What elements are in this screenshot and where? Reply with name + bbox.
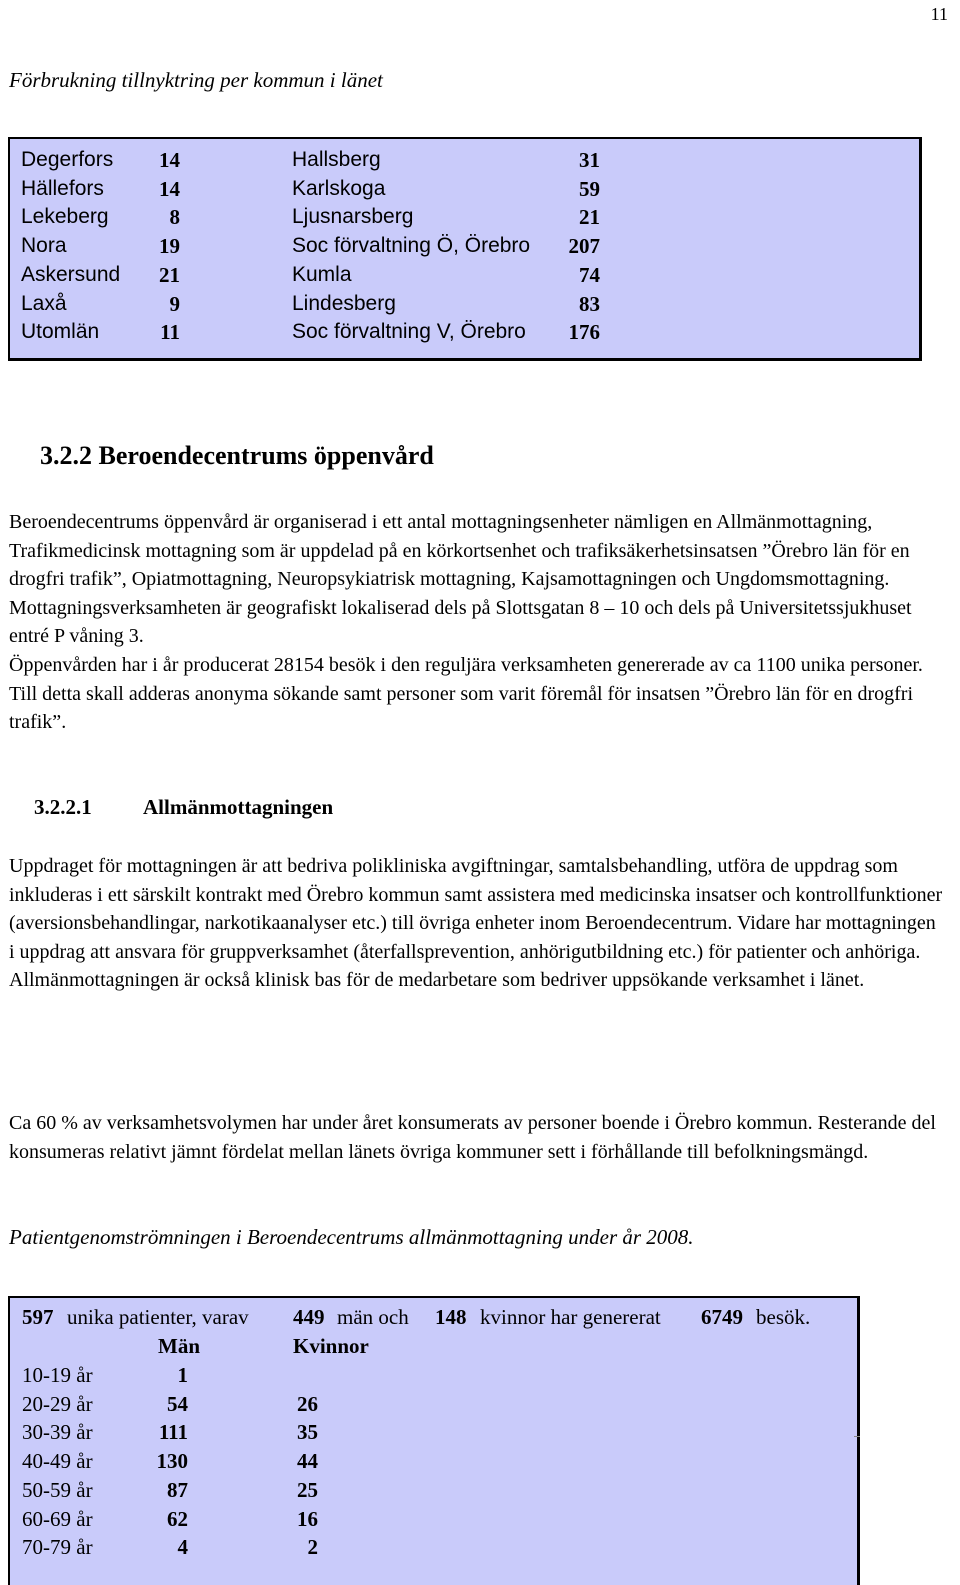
summary-text-4: besök. [756, 1305, 811, 1329]
summary-women: 148 [435, 1305, 467, 1329]
municipality-table [8, 137, 922, 361]
municipality-value: 19 [159, 234, 180, 259]
age-group-row [10, 1505, 860, 1533]
patient-summary-row [10, 1303, 860, 1331]
men-count: 1 [177, 1363, 188, 1387]
age-group-label: 40-49 år [22, 1449, 93, 1474]
municipality-name: Hallsberg [292, 148, 381, 171]
municipality-name: Lindesberg [292, 291, 396, 315]
age-group-label: 70-79 år [22, 1535, 93, 1560]
municipality-name: Ljusnarsberg [292, 205, 414, 229]
men-count: 4 [177, 1535, 188, 1560]
patient-header-row [10, 1332, 860, 1360]
subsection-number: 3.2.2.1 [34, 795, 92, 819]
municipality-value: 11 [160, 320, 180, 345]
age-group-label: 10-19 år [22, 1363, 93, 1387]
age-group-row [10, 1476, 860, 1504]
section-title: 3.2.2 Beroendecentrums öppenvård [40, 441, 434, 470]
subsection-paragraph-2: Allmänmottagningen är också klinisk bas för de medarbetare som bedriver uppsökande verksamhet i länet. [9, 969, 865, 992]
age-group-row [10, 1533, 860, 1561]
municipality-name: Kumla [292, 262, 352, 286]
municipality-name: Degerfors [21, 148, 114, 171]
page-number: 11 [930, 4, 948, 24]
subsection-paragraph-3: Ca 60 % av verksamhetsvolymen har under året konsumerats av personer boende i Örebro kommun. Resterande del konsumeras relativt jämnt fördelat mellan länets övriga kommuner sett i förhållande till befolkningsmängd. [9, 1112, 936, 1163]
municipality-row [10, 318, 910, 346]
municipality-name: Hällefors [21, 176, 104, 200]
municipality-name: Utomlän [21, 320, 100, 344]
municipality-name: Soc förvaltning Ö, Örebro [292, 234, 531, 258]
summary-men: 449 [293, 1305, 325, 1329]
women-count: 25 [297, 1477, 318, 1502]
summary-visits: 6749 [701, 1305, 743, 1329]
municipality-value: 59 [579, 176, 600, 201]
summary-text-2: män och [337, 1305, 409, 1329]
municipality-value: 8 [169, 205, 180, 230]
age-group-row [10, 1361, 860, 1389]
men-count: 62 [167, 1506, 188, 1531]
municipality-name: Askersund [21, 262, 121, 286]
subsection-body [9, 852, 944, 995]
municipality-name: Soc förvaltning V, Örebro [292, 320, 526, 344]
summary-unique: 597 [22, 1305, 54, 1329]
municipality-row [10, 290, 910, 318]
section-paragraph-3: Öppenvården har i år producerat 28154 besök i den reguljära verksamheten genererade av ca 1100 unika personer. Till detta skall adderas anonyma sökande samt personer som varit föremål för insatsen ”Örebro län för en drogfri trafik”. [9, 653, 923, 734]
header-women: Kvinnor [293, 1334, 369, 1358]
municipality-name: Lekeberg [21, 205, 109, 229]
women-count: 2 [307, 1535, 318, 1560]
age-group-label: 60-69 år [22, 1506, 93, 1531]
subsection-paragraph-3-block [9, 1109, 944, 1166]
municipality-row [10, 232, 910, 260]
age-group-label: 50-59 år [22, 1477, 93, 1502]
municipality-value: 21 [159, 262, 180, 287]
municipality-row [10, 261, 910, 289]
men-count: 130 [156, 1449, 188, 1474]
municipality-value: 176 [568, 320, 600, 345]
women-count: 16 [297, 1506, 318, 1531]
municipality-name: Nora [21, 234, 67, 258]
municipality-value: 14 [159, 176, 180, 201]
section-body [9, 508, 944, 737]
men-count: 54 [167, 1391, 188, 1416]
municipality-value: 74 [579, 262, 600, 287]
summary-text-3: kvinnor har genererat [480, 1305, 661, 1329]
age-group-label: 20-29 år [22, 1391, 93, 1416]
patient-table [8, 1296, 860, 1585]
men-count: 87 [167, 1477, 188, 1502]
municipality-value: 9 [169, 291, 180, 316]
municipality-name: Karlskoga [292, 176, 386, 200]
municipality-value: 83 [579, 291, 600, 316]
municipality-table-caption: Förbrukning tillnyktring per kommun i länet [9, 68, 383, 92]
patient-table-caption: Patientgenomströmningen i Beroendecentrums allmänmottagning under år 2008. [9, 1225, 694, 1249]
header-men: Män [158, 1334, 200, 1358]
subsection-title: Allmänmottagningen [143, 795, 334, 819]
age-group-label: 30-39 år [22, 1420, 93, 1445]
summary-text-1: unika patienter, varav [67, 1305, 249, 1329]
age-group-row [10, 1447, 860, 1475]
women-count: 26 [297, 1391, 318, 1416]
municipality-value: 207 [568, 234, 600, 259]
stray-mark [854, 1436, 860, 1437]
municipality-row [10, 146, 910, 174]
municipality-value: 21 [579, 205, 600, 230]
age-group-row [10, 1418, 860, 1446]
subsection-paragraph-1: Uppdraget för mottagningen är att bedriva polikliniska avgiftningar, samtalsbehandling, utföra de uppdrag som inkluderas i ett särskilt kontrakt med Örebro kommun samt assistera med medicinska insatser och kontrollfunktioner (aversionsbehandlingar, narkotikaanalyser etc.) till övriga enheter inom Beroendecentrum. Vidare har mottagningen i uppdrag att ansvara för gruppverksamhet (återfallsprevention, anhörigutbildning etc.) för patienter och anhöriga. [9, 855, 943, 963]
section-paragraph-2: Mottagningsverksamheten är geografiskt lokaliserad dels på Slottsgatan 8 – 10 och dels på Universitetssjukhuset entré P våning 3. [9, 596, 912, 648]
men-count: 111 [158, 1420, 188, 1445]
women-count: 35 [297, 1420, 318, 1445]
municipality-value: 14 [159, 148, 180, 172]
age-group-row [10, 1390, 860, 1418]
municipality-row [10, 175, 910, 203]
municipality-value: 31 [579, 148, 600, 172]
municipality-name: Laxå [21, 291, 67, 315]
section-paragraph-1: Beroendecentrums öppenvård är organiserad i ett antal mottagningsenheter nämligen en Allmänmottagning, Trafikmedicinsk mottagning som är uppdelad på en körkortsenhet och trafiksäkerhetsinsatsen ”Örebro län för en drogfri trafik”, Opiatmottagning, Neuropsykiatrisk mottagning, Kajsamottagningen och Ungdomsmottagning. [9, 511, 910, 591]
women-count: 44 [297, 1449, 318, 1474]
municipality-row [10, 203, 910, 231]
